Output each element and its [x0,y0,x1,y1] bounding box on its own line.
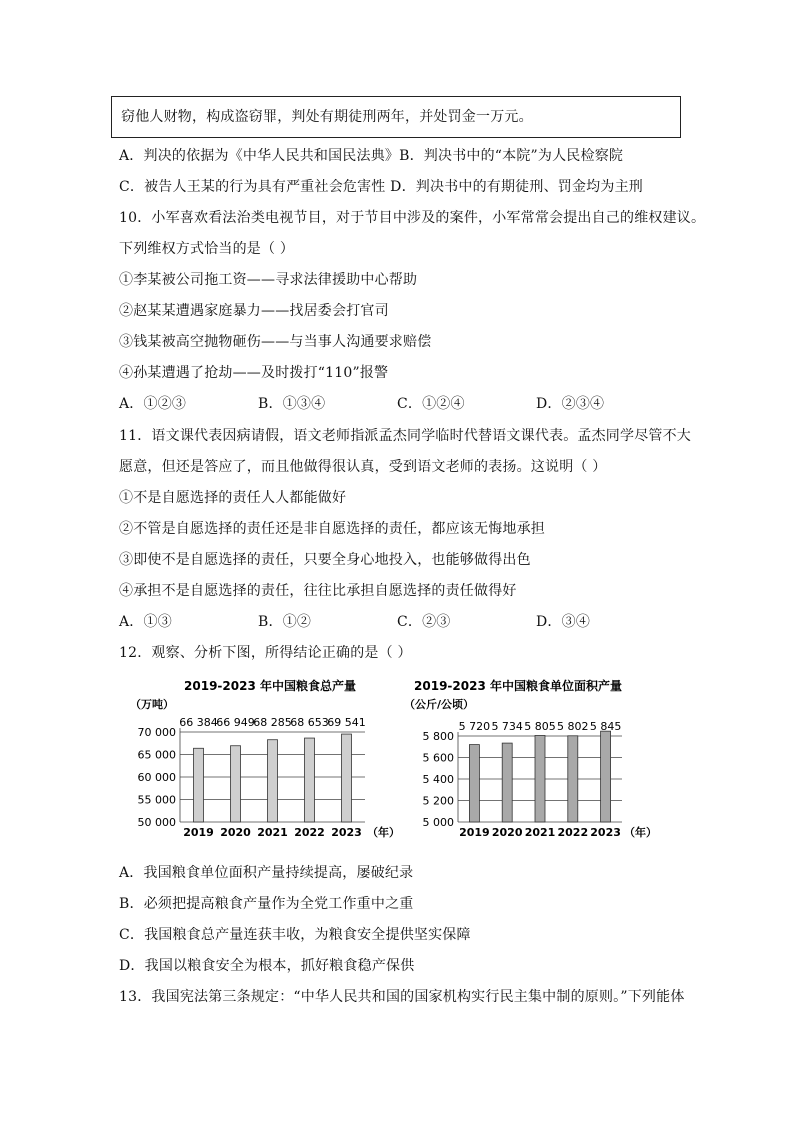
chart-title: 2019-2023 年中国粮食总产量 [184,679,356,693]
data-label-2021: 5 805 [524,720,556,733]
bar-2021 [535,735,545,822]
bar-2021 [268,740,278,822]
q11-item-3: ③即使不是自愿选择的责任，只要全身心地投入，也能够做得出色 [119,552,531,568]
x-tick-label-2019: 2019 [459,826,490,839]
q11-choice-d: D．③④ [536,614,591,630]
data-label-2023: 5 845 [589,720,622,733]
q11-item-1: ①不是自愿选择的责任人人都能做好 [119,490,347,506]
q10-stem-line2: 下列维权方式恰当的是（ ） [119,241,295,257]
q12-option-b: B．必须把提高粮食产量作为全党工作重中之重 [119,896,414,912]
bar-2023 [601,731,611,822]
x-tick-label-2022: 2022 [294,826,325,839]
x-axis-unit-label: （年） [624,826,657,839]
y-tick-label: 5 600 [422,751,454,765]
y-tick-label: 55 000 [137,793,176,807]
q12-option-d: D．我国以粮食安全为根本，抓好粮食稳产保供 [119,958,415,974]
q11-stem-line2: 愿意，但还是答应了，而且他做得很认真，受到语文老师的表扬。这说明（ ） [119,459,607,475]
q10-choice-b: B．①③④ [258,396,326,412]
q10-item-1: ①李某被公司拖工资——寻求法律援助中心帮助 [119,272,418,288]
x-tick-label-2023: 2023 [590,826,621,839]
bar-2020 [502,743,512,822]
grain-yield-per-area-chart [400,676,670,846]
x-tick-label-2021: 2021 [524,826,556,839]
q10-stem-line1: 10．小军喜欢看法治类电视节目，对于节目中涉及的案件，小军常常会提出自己的维权建议。 [119,210,706,226]
y-tick-label: 65 000 [137,748,176,762]
data-label-2019: 66 384 [179,716,218,729]
q11-choice-c: C．②③ [397,614,451,630]
y-tick-label: 70 000 [137,726,176,739]
bar-2022 [305,738,315,822]
q9-option-ab: A．判决的依据为《中华人民共和国民法典》B．判决书中的“本院”为人民检察院 [119,148,624,164]
data-label-2020: 5 734 [491,720,523,733]
case-text: 窃他人财物，构成盗窃罪，判处有期徒刑两年，并处罚金一万元。 [121,109,533,125]
q10-choice-d: D．②③④ [536,396,605,412]
data-label-2022: 68 653 [290,716,329,729]
y-tick-label: 5 800 [422,730,454,743]
y-tick-label: 60 000 [137,771,176,784]
q10-item-4: ④孙某遭遇了抢劫——及时拨打“110”报警 [119,365,389,381]
grain-output-chart [130,676,400,846]
data-label-2021: 68 285 [253,716,292,729]
q11-choice-a: A．①③ [119,614,172,630]
q10-item-2: ②赵某某遭遇家庭暴力——找居委会打官司 [119,303,389,319]
bar-2020 [231,746,241,822]
bar-2023 [342,734,352,822]
data-label-2019: 5 720 [458,720,491,733]
q11-stem-line1: 11．语文课代表因病请假，语文老师指派孟杰同学临时代替语文课代表。孟杰同学尽管不大 [119,428,692,444]
q10-choice-a: A．①②③ [119,396,187,412]
data-label-2020: 66 949 [216,716,255,729]
y-tick-label: 5 200 [422,794,454,808]
q12-stem: 12．观察、分析下图，所得结论正确的是（ ） [119,645,412,661]
x-axis-unit-label: （年） [367,826,400,839]
q10-item-3: ③钱某被高空抛物砸伤——与当事人沟通要求赔偿 [119,334,432,350]
q12-option-a: A．我国粮食单位面积产量持续提高，屡破纪录 [119,865,414,881]
y-tick-label: 5 000 [422,816,454,829]
x-tick-label-2020: 2020 [491,826,523,839]
x-tick-label-2019: 2019 [183,826,214,839]
q11-choice-b: B．①② [258,614,312,630]
bar-2019 [469,745,479,822]
q11-item-4: ④承担不是自愿选择的责任，往往比承担自愿选择的责任做得好 [119,583,517,599]
q13-stem: 13．我国宪法第三条规定：“中华人民共和国的国家机构实行民主集中制的原则。”下列能体 [119,989,685,1005]
bar-2019 [194,748,204,822]
y-axis-unit-label: （万吨） [130,698,174,711]
x-tick-label-2020: 2020 [220,826,251,839]
data-label-2022: 5 802 [557,720,589,733]
q9-option-cd: C．被告人王某的行为具有严重社会危害性 D．判决书中的有期徒刑、罚金均为主刑 [119,179,643,195]
y-tick-label: 50 000 [137,816,176,829]
chart-title: 2019-2023 年中国粮食单位面积产量 [414,679,622,693]
x-tick-label-2023: 2023 [331,826,362,839]
data-label-2023: 69 541 [327,716,366,729]
x-tick-label-2022: 2022 [557,826,589,839]
q11-item-2: ②不管是自愿选择的责任还是非自愿选择的责任，都应该无悔地承担 [119,521,545,537]
q12-option-c: C．我国粮食总产量连获丰收，为粮食安全提供坚实保障 [119,927,471,943]
y-axis-unit-label: （公斤/公顷） [404,698,475,711]
bar-2022 [568,736,578,822]
y-tick-label: 5 400 [422,773,454,786]
q10-choice-c: C．①②④ [397,396,465,412]
x-tick-label-2021: 2021 [257,826,288,839]
